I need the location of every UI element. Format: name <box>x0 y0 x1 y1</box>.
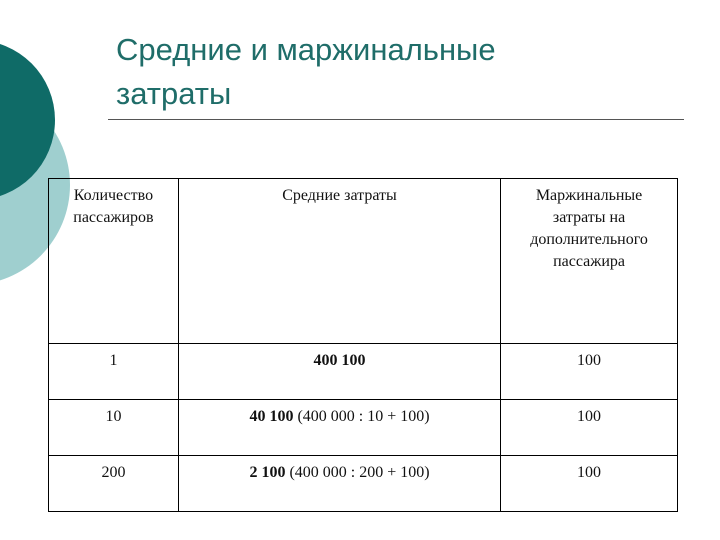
table-row <box>49 456 678 512</box>
cell-marginal-cost: 100 <box>501 400 678 456</box>
table-row <box>49 344 678 400</box>
cell-quantity: 10 <box>49 400 179 456</box>
cell-average-cost <box>178 344 500 400</box>
cell-average-cost <box>178 456 500 512</box>
average-cost-value: 40 100 <box>249 408 294 425</box>
header-marginal-costs: Маржинальные затраты на дополнительного пассажира <box>501 179 678 344</box>
average-cost-value: 2 100 <box>249 464 286 481</box>
table-header-row <box>49 179 678 344</box>
slide-title <box>116 28 496 116</box>
costs-table <box>48 178 678 512</box>
cell-quantity: 200 <box>49 456 179 512</box>
title-divider <box>108 119 684 120</box>
cell-marginal-cost: 100 <box>501 456 678 512</box>
cell-average-cost <box>178 400 500 456</box>
slide-title-line-1: Средние и маржинальные <box>116 32 496 67</box>
average-cost-value: 400 100 <box>313 352 366 369</box>
header-average-costs: Средние затраты <box>178 179 500 344</box>
header-quantity: Количество пассажиров <box>49 179 179 344</box>
average-cost-formula: (400 000 : 200 + 100) <box>285 464 430 481</box>
slide-title-line-2: затраты <box>116 76 232 111</box>
average-cost-formula: (400 000 : 10 + 100) <box>293 408 430 425</box>
cell-quantity: 1 <box>49 344 179 400</box>
table-row <box>49 400 678 456</box>
cell-marginal-cost: 100 <box>501 344 678 400</box>
